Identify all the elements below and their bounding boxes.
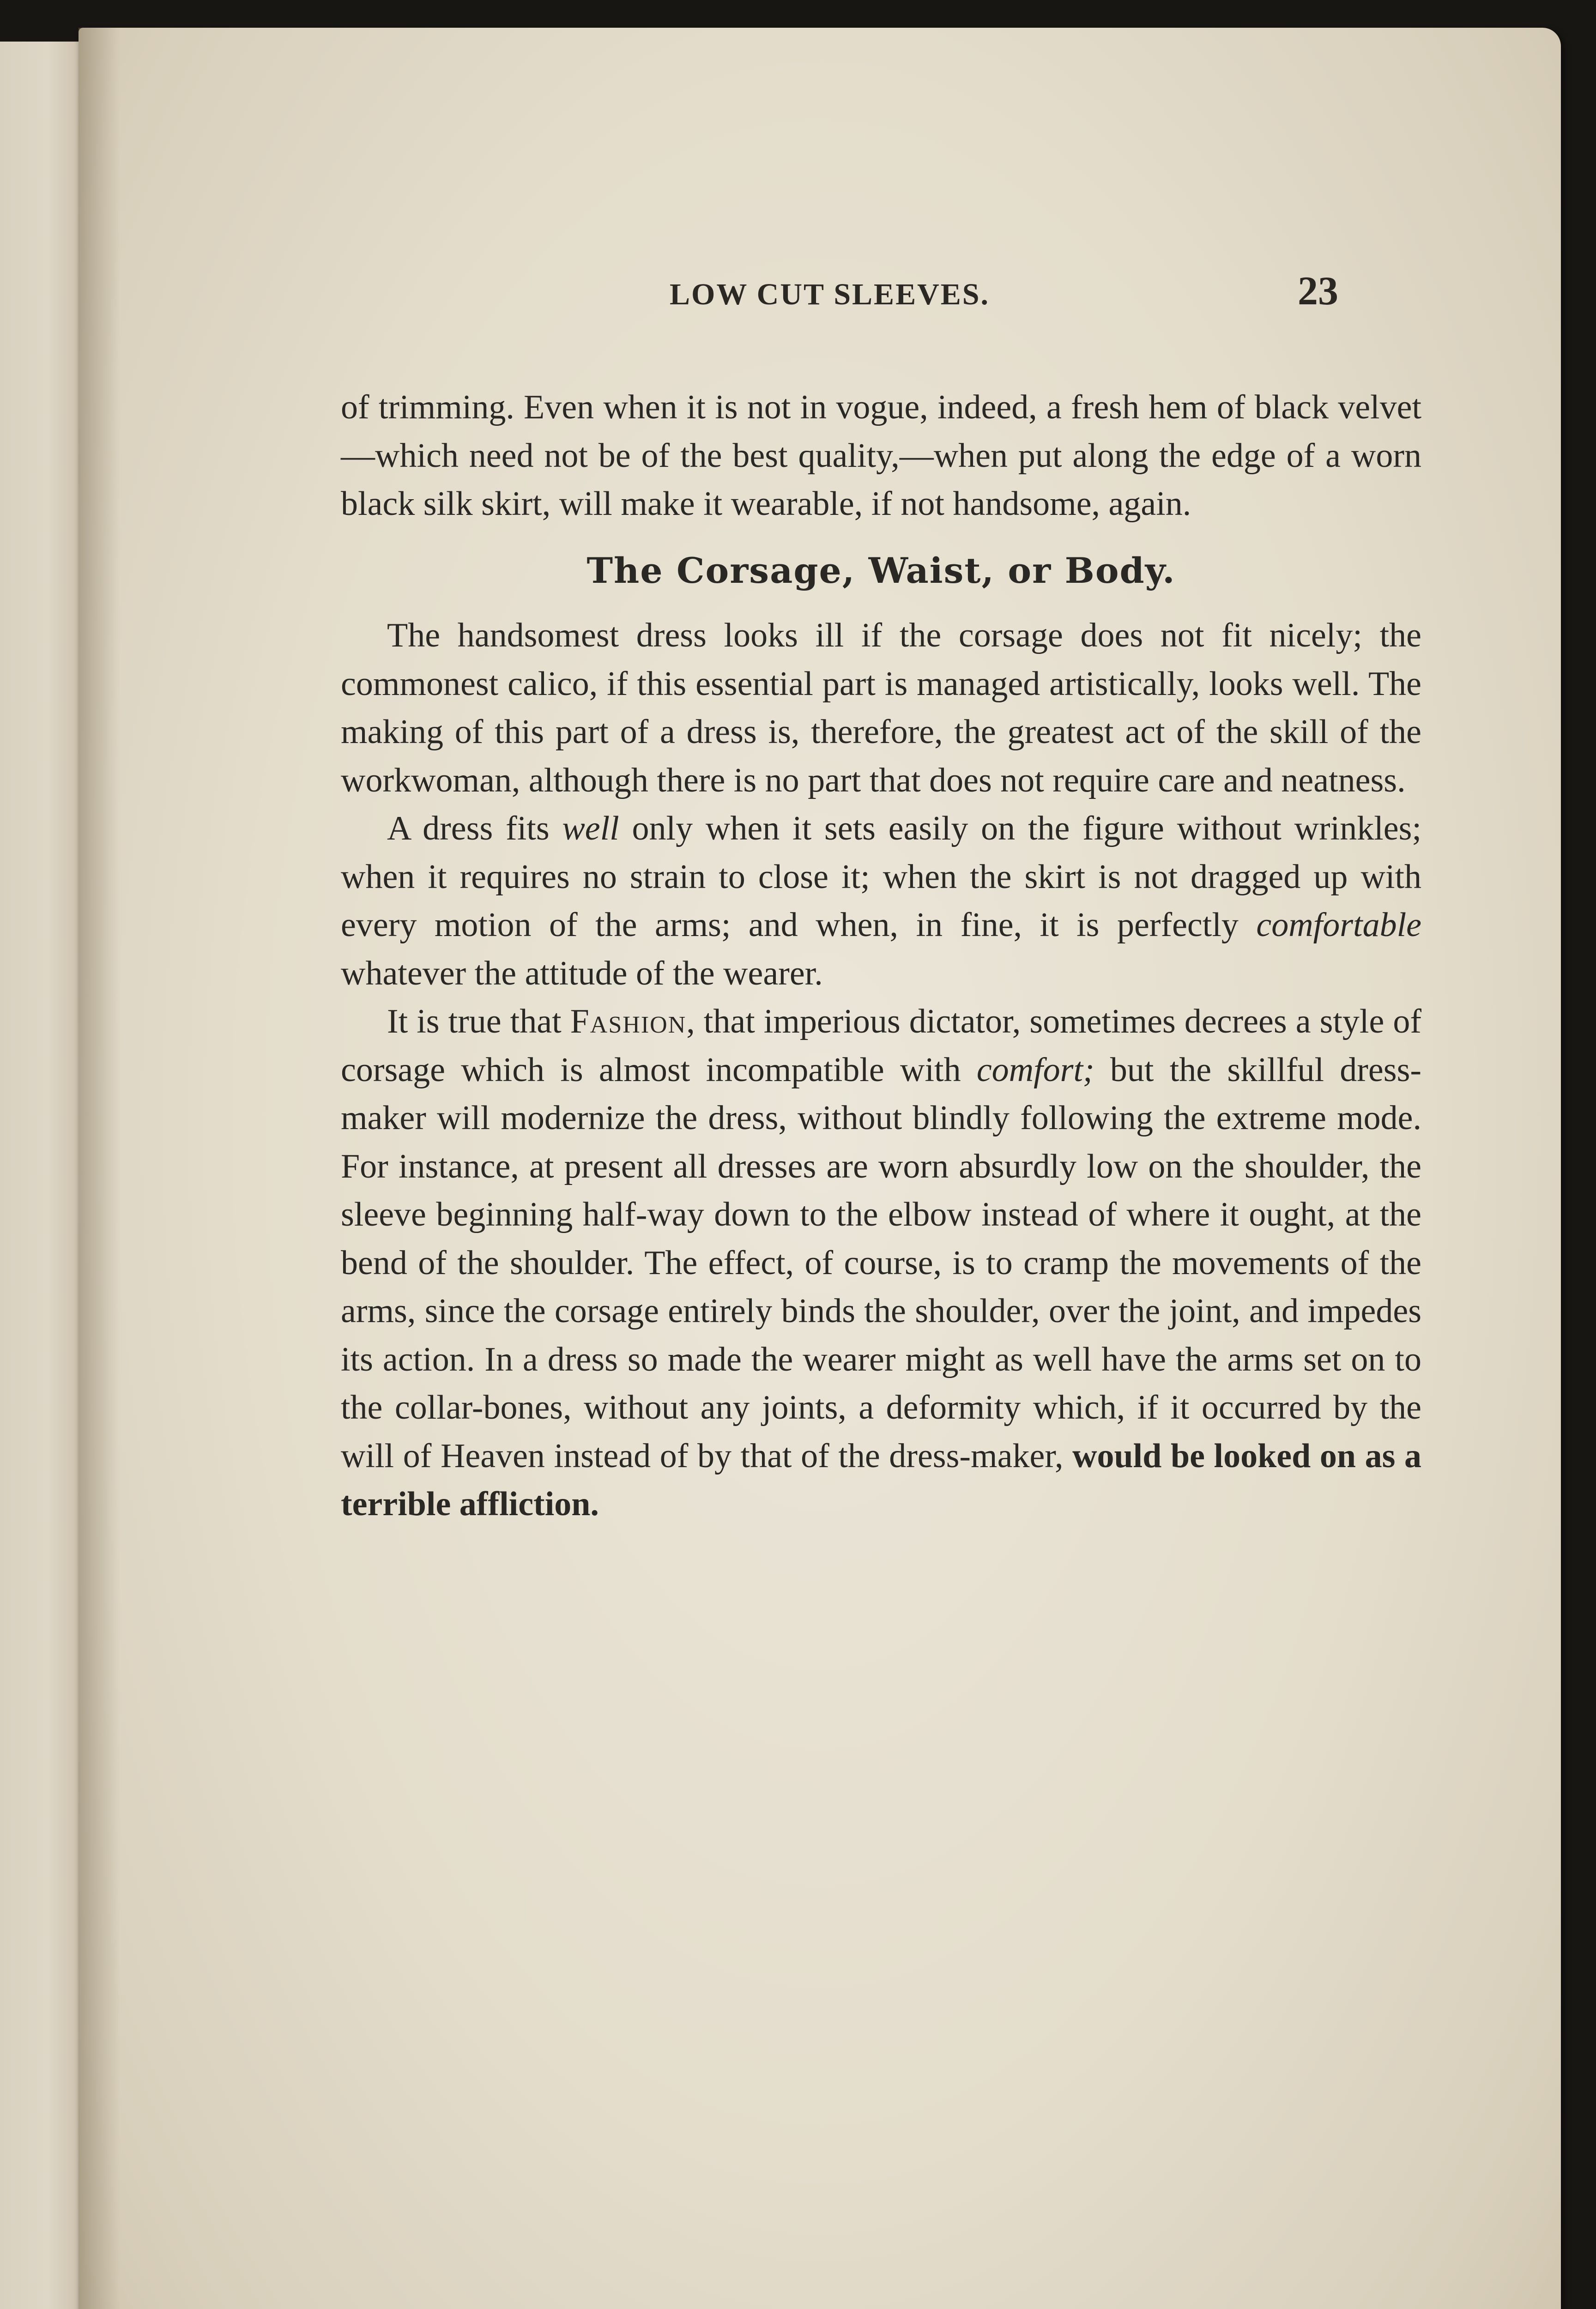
gutter-shadow <box>79 28 120 2309</box>
paragraph-1: of trimming. Even when it is not in vogue, indeed, a fresh hem of black velvet—which need not be of the best quality,—when put along the edge of a worn black silk skirt, will make it wearable, if not handsome, again. <box>341 388 1421 523</box>
paragraph-3-text-a: A dress fits <box>387 810 562 847</box>
paragraph-4-text-b: , that imperious dictator, sometimes decrees a style of corsage which is almost incompatible with <box>341 1003 1421 1089</box>
small-caps-fashion: Fashion <box>570 1003 687 1040</box>
paragraph-3-text-c: whatever the attitude of the wearer. <box>341 954 823 992</box>
section-heading: The Corsage, Waist, or Body. <box>586 550 1176 591</box>
paragraph-3-text-b: only when it sets easily on the figure without wrinkles; when it requires no strain to close it; when the skirt is not dragged up with every motion of the arms; and when, in fine, it is perfectly <box>341 810 1422 944</box>
emphasis-comfortable: comfortable <box>1256 906 1421 944</box>
paragraph-4-text-d: would be looked on as a terrible affliction. <box>341 1437 1421 1523</box>
emphasis-comfort: comfort; <box>976 1051 1094 1089</box>
paragraph-4-text-a: It is true that <box>387 1003 570 1040</box>
running-title: LOW CUT SLEEVES. <box>670 278 990 311</box>
emphasis-well: well <box>562 810 619 847</box>
paragraph-4 <box>341 997 1421 1529</box>
running-head <box>79 268 1561 332</box>
left-page-edge <box>0 42 90 2309</box>
paragraph-3 <box>341 804 1421 997</box>
book-page <box>79 28 1561 2309</box>
body-text <box>341 383 1421 1529</box>
paragraph-4-text-c: but the skillful dress-maker will modernize the dress, without blindly following the extreme mode. For instance, at present all dresses are worn absurdly low on the shoulder, the sleeve beginning half-way down to the elbow instead of where it ought, at the bend of the shoulder. The effect, of course, is to cramp the movements of the arms, since the corsage entirely binds the shoulder, over the joint, and impedes its action. In a dress so made the wearer might as well have the arms set on to the collar-bones, without any joints, a deformity which, if it occurred by the will of Heaven instead of by that of the dress-maker, <box>341 1051 1422 1475</box>
paragraph-2: The handsomest dress looks ill if the corsage does not fit nicely; the commonest calico, if this essential part is managed artistically, looks well. The making of this part of a dress is, therefore, the greatest act of the skill of the workwoman, although there is no part that does not require care and neatness. <box>341 617 1421 799</box>
page-number: 23 <box>1298 269 1338 314</box>
